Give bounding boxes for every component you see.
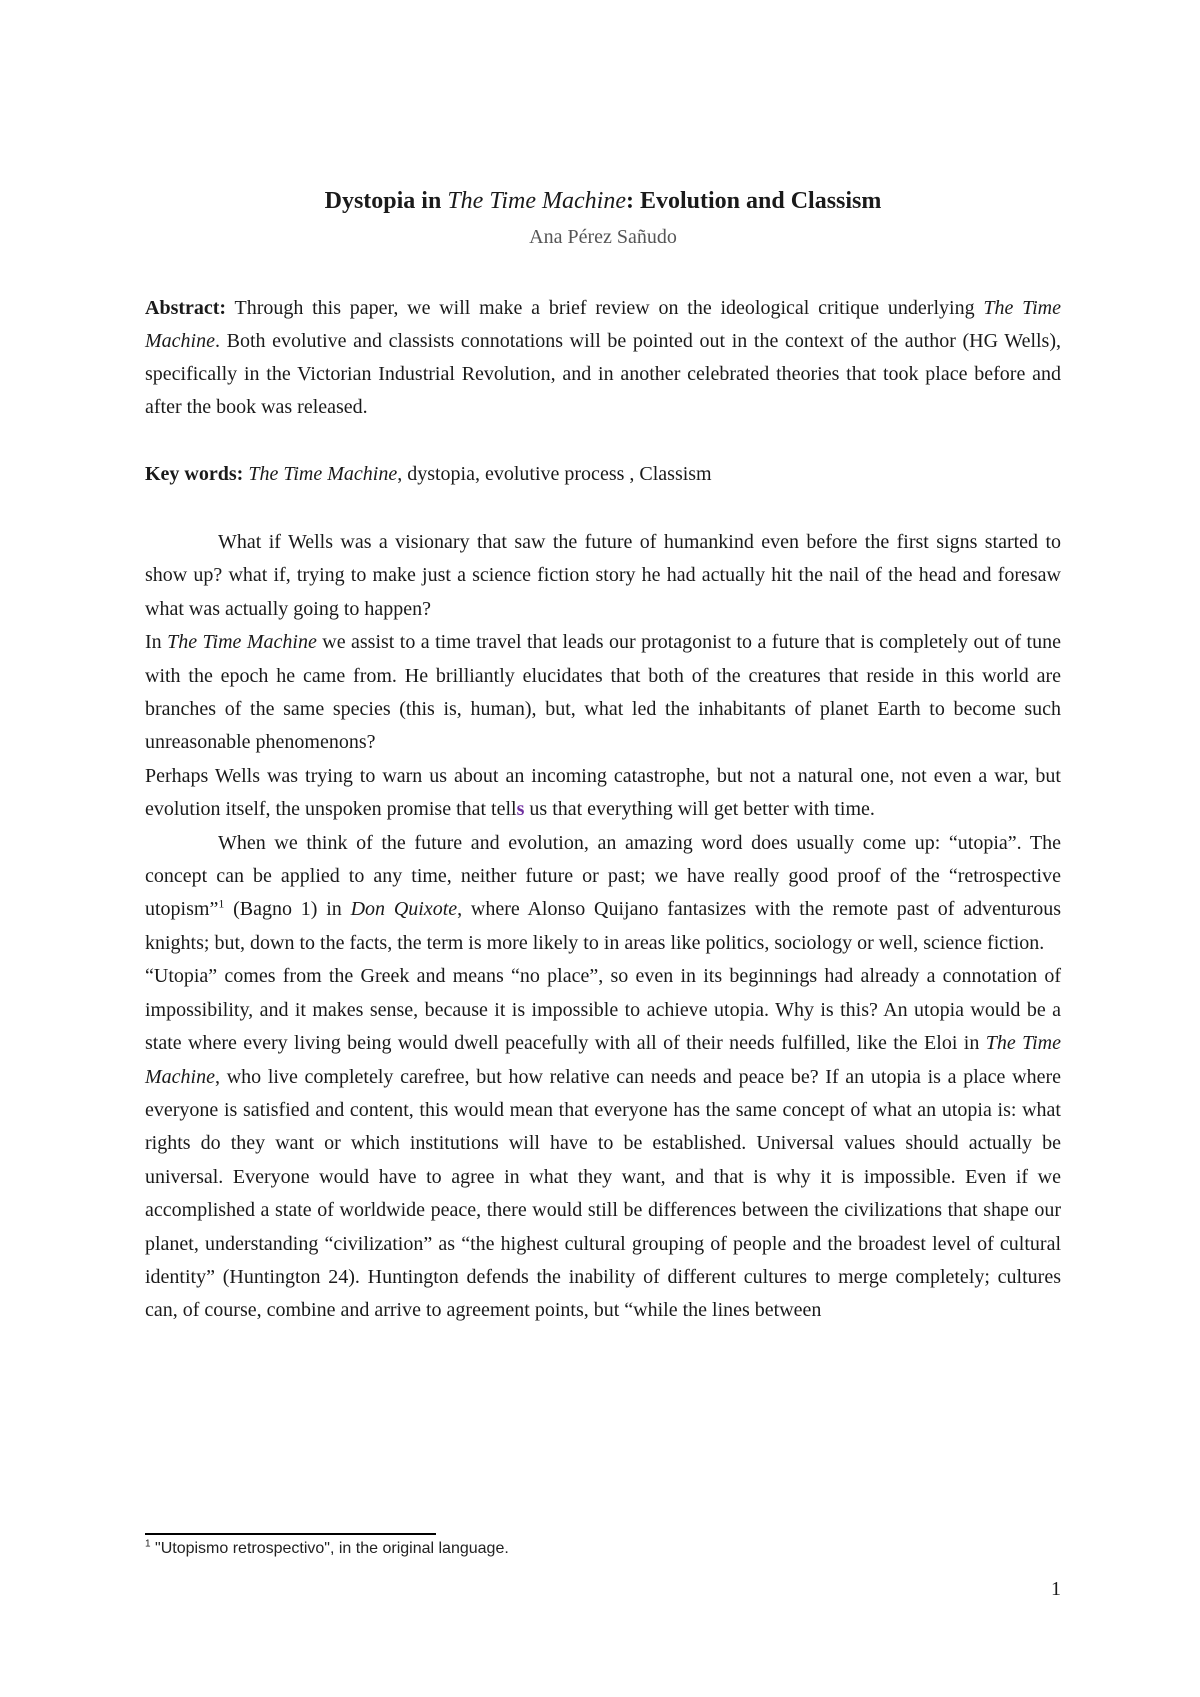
paragraph-5 — [145, 960, 1061, 1327]
p2-text-a: In — [145, 631, 168, 654]
footnote-text: "Utopismo retrospectivo", in the original language. — [150, 1540, 509, 1557]
p3-highlight-s: s — [516, 798, 525, 821]
p5-italic: The Time Machine — [145, 1032, 1061, 1088]
p4-text-a: When we think of the future and evolution, an amazing word does usually come up: “utopia”. The concept can be applied to any time, neither future or past; we have really good proof of the “retrospective utopism” — [145, 831, 1061, 921]
title-italic: The Time Machine — [447, 188, 626, 214]
p2-text-b: we assist to a time travel that leads our protagonist to a future that is completely out of tune with the epoch he came from. He brilliantly elucidates that both of the creatures that reside in this world are branches of the same species (this is, human), but, what led the inhabitants of planet Earth to become such unreasonable phenomenons? — [145, 631, 1061, 754]
footnote — [145, 1540, 509, 1558]
title-suffix: : Evolution and Classism — [625, 188, 882, 214]
abstract-label: Abstract: — [145, 297, 227, 319]
p5-text-a: “Utopia” comes from the Greek and means “no place”, so even in its beginnings had already a connotation of impossibility, and it makes sense, because it is impossible to achieve utopia. Why is this? An utopia would be a state where every living being would dwell peacefully with all of their needs fulfilled, like the Eloi in — [145, 965, 1061, 1055]
keywords-italic: The Time Machine — [243, 463, 398, 485]
page-number: 1 — [1051, 1578, 1061, 1600]
paper-title — [145, 188, 1061, 215]
p2-italic: The Time Machine — [167, 631, 317, 654]
p3-text-a: Perhaps Wells was trying to warn us about an incoming catastrophe, but not a natural one, not even a war, but evolution itself, the unspoken promise that tell — [145, 764, 1061, 821]
paper-page — [145, 0, 1061, 1697]
title-prefix: Dystopia in — [324, 188, 448, 214]
paragraph-4 — [145, 827, 1061, 961]
abstract-text-1: Through this paper, we will make a brief review on the ideological critique underlying — [226, 297, 984, 319]
paragraph-1: What if Wells was a visionary that saw the future of humankind even before the first signs started to show up? what if, trying to make just a science fiction story he had actually hit the nail of the head and foresaw what was actually going to happen? — [145, 531, 1061, 620]
footnote-divider — [145, 1533, 436, 1535]
abstract-italic: The Time Machine — [145, 297, 1061, 352]
body-text — [145, 526, 1061, 1328]
p5-text-b: , who live completely carefree, but how relative can needs and peace be? If an utopia is a place where everyone is satisfied and content, this would mean that everyone has the same concept of what an utopia is: what rights do they want or which institutions will have to be established. Universal values should actually be universal. Everyone would have to agree in what they want, and that is why it is impossible. Even if we accomplished a state of worldwide peace, there would still be differences between the civilizations that shape our planet, understanding “civilization” as “the highest cultural grouping of people and the broadest level of cultural identity” (Huntington 24). Huntington defends the inability of different cultures to merge completely; cultures can, of course, combine and arrive to agreement points, but “while the lines between — [145, 1065, 1061, 1322]
keywords-rest: , dystopia, evolutive process , Classism — [397, 463, 712, 485]
paragraph-2 — [145, 626, 1061, 760]
p4-text-b: (Bagno 1) in — [224, 898, 351, 921]
keywords-label: Key words: — [145, 463, 244, 485]
footnote-ref[interactable]: 1 — [218, 896, 225, 911]
abstract-text-2: . Both evolutive and classists connotations will be pointed out in the context of the author (HG Wells), specifically in the Victorian Industrial Revolution, and in another celebrated theories that took place before and after the book was released. — [145, 330, 1061, 418]
p4-text-c: , where Alonso Quijano fantasizes with the remote past of adventurous knights; but, down to the facts, the term is more likely to in areas like politics, sociology or well, science fiction. — [145, 898, 1061, 954]
footnote-number: 1 — [145, 1538, 151, 1550]
paragraph-3 — [145, 760, 1061, 827]
abstract — [145, 292, 1061, 424]
p3-text-b: us that everything will get better with time. — [524, 798, 875, 821]
author-name: Ana Pérez Sañudo — [529, 226, 677, 248]
keywords — [145, 458, 1061, 491]
p4-italic: Don Quixote — [350, 898, 458, 921]
